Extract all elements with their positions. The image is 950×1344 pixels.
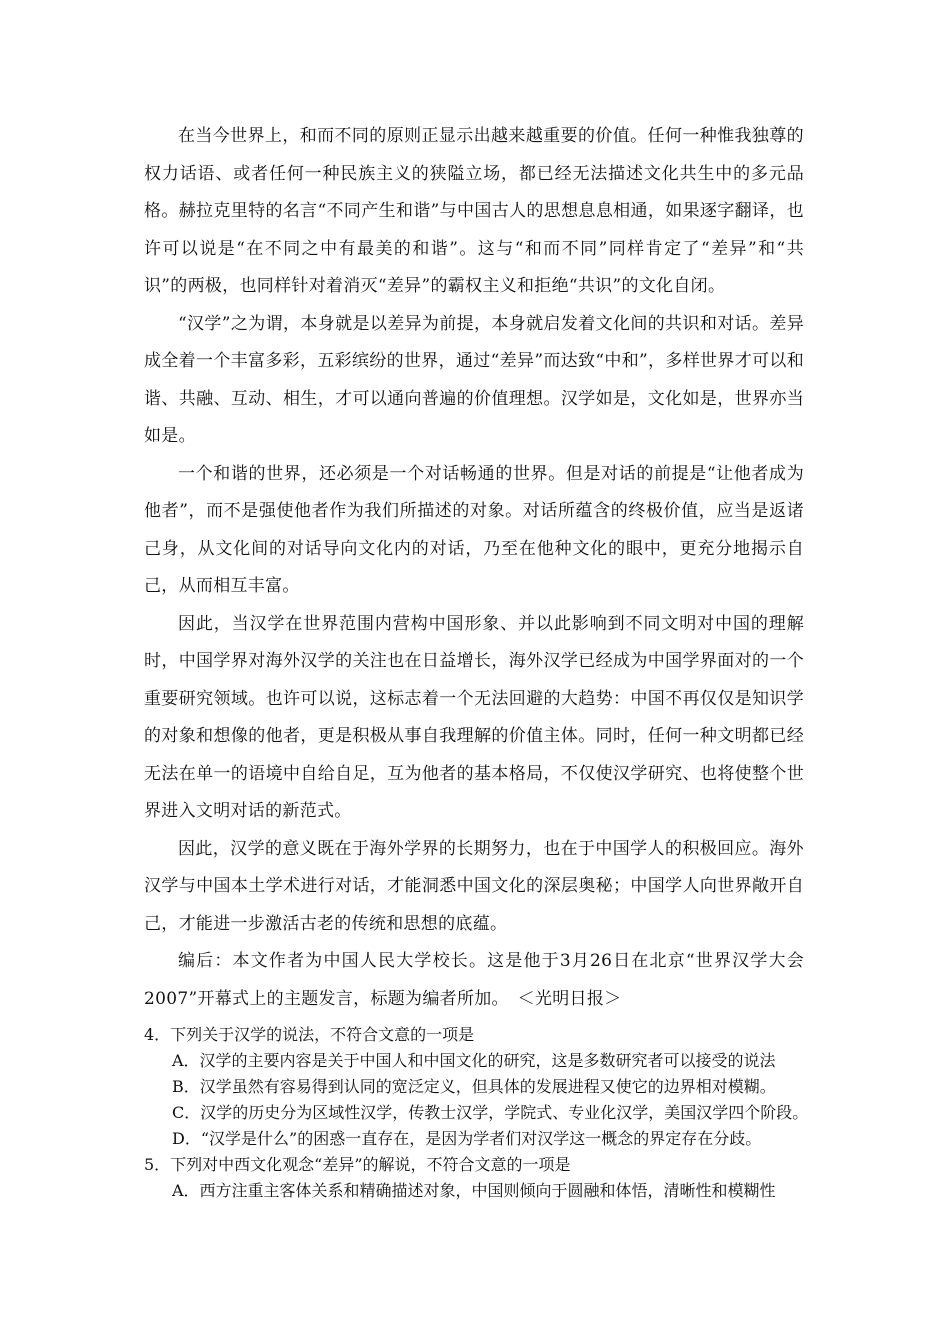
article-paragraph-5: 因此，汉学的意义既在于海外学界的长期努力，也在于中国学人的积极回应。海外汉学与中国本土学术进行对话，才能洞悉中国文化的深层奥秘；中国学人向世界敞开自己，才能进一步激活古老的传统和思想的底蕴。: [144, 838, 804, 934]
article-body: [144, 118, 804, 1018]
question-5-stem: 5．下列对中西文化观念“差异”的解说，不符合文意的一项是: [144, 1155, 571, 1174]
article-paragraph-3: 一个和谐的世界，还必须是一个对话畅通的世界。但是对话的前提是“让他者成为他者”，而不是强使他者作为我们所描述的对象。对话所蕴含的终极价值，应当是返诸己身，从文化间的对话导向文化内的对话，乃至在他种文化的眼中，更充分地揭示自己，从而相互丰富。: [144, 463, 804, 596]
questions-section: [144, 1022, 809, 1204]
question-4-option-a: A．汉学的主要内容是关于中国人和中国文化的研究，这是多数研究者可以接受的说法: [172, 1051, 776, 1070]
question-4-option-b: B．汉学虽然有容易得到认同的宽泛定义，但具体的发展进程又使它的边界相对模糊。: [172, 1077, 776, 1096]
article-paragraph-1: 在当今世界上，和而不同的原则正显示出越来越重要的价值。任何一种惟我独尊的权力话语、或者任何一种民族主义的狭隘立场，都已经无法描述文化共生中的多元品格。赫拉克里特的名言“不同产生和谐”与中国古人的思想息息相通，如果逐字翻译，也许可以说是“在不同之中有最美的和谐”。这与“和而不同”同样肯定了“差异”和“共识”的两极，也同样针对着消灭“差异”的霸权主义和拒绝“共识”的文化自闭。: [144, 126, 804, 296]
question-4-option-c: C．汉学的历史分为区域性汉学，传教士汉学，学院式、专业化汉学，美国汉学四个阶段。: [172, 1103, 809, 1122]
editor-note: 编后：本文作者为中国人民大学校长。这是他于3月26日在北京“世界汉学大会2007”开幕式上的主题发言，标题为编者所加。 ＜光明日报＞: [144, 951, 804, 1009]
article-paragraph-4: 因此，当汉学在世界范围内营构中国形象、并以此影响到不同文明对中国的理解时，中国学界对海外汉学的关注也在日益增长，海外汉学已经成为中国学界面对的一个重要研究领域。也许可以说，这标志着一个无法回避的大趋势：中国不再仅仅是知识学的对象和想像的他者，更是积极从事自我理解的价值主体。同时，任何一种文明都已经无法在单一的语境中自给自足，互为他者的基本格局，不仅使汉学研究、也将使整个世界进入文明对话的新范式。: [144, 613, 804, 821]
question-4-option-d: D．“汉学是什么”的困惑一直存在，是因为学者们对汉学这一概念的界定存在分歧。: [172, 1129, 762, 1148]
article-paragraph-2: “汉学”之为谓，本身就是以差异为前提，本身就启发着文化间的共识和对话。差异成全着一个丰富多彩，五彩缤纷的世界，通过“差异”而达致“中和”，多样世界才可以和谐、共融、互动、相生，才可以通向普遍的价值理想。汉学如是，文化如是，世界亦当如是。: [144, 313, 804, 446]
question-4-stem: 4．下列关于汉学的说法，不符合文意的一项是: [144, 1025, 475, 1044]
question-5-option-a: A．西方注重主客体关系和精确描述对象，中国则倾向于圆融和体悟，清晰性和模糊性: [172, 1181, 776, 1200]
